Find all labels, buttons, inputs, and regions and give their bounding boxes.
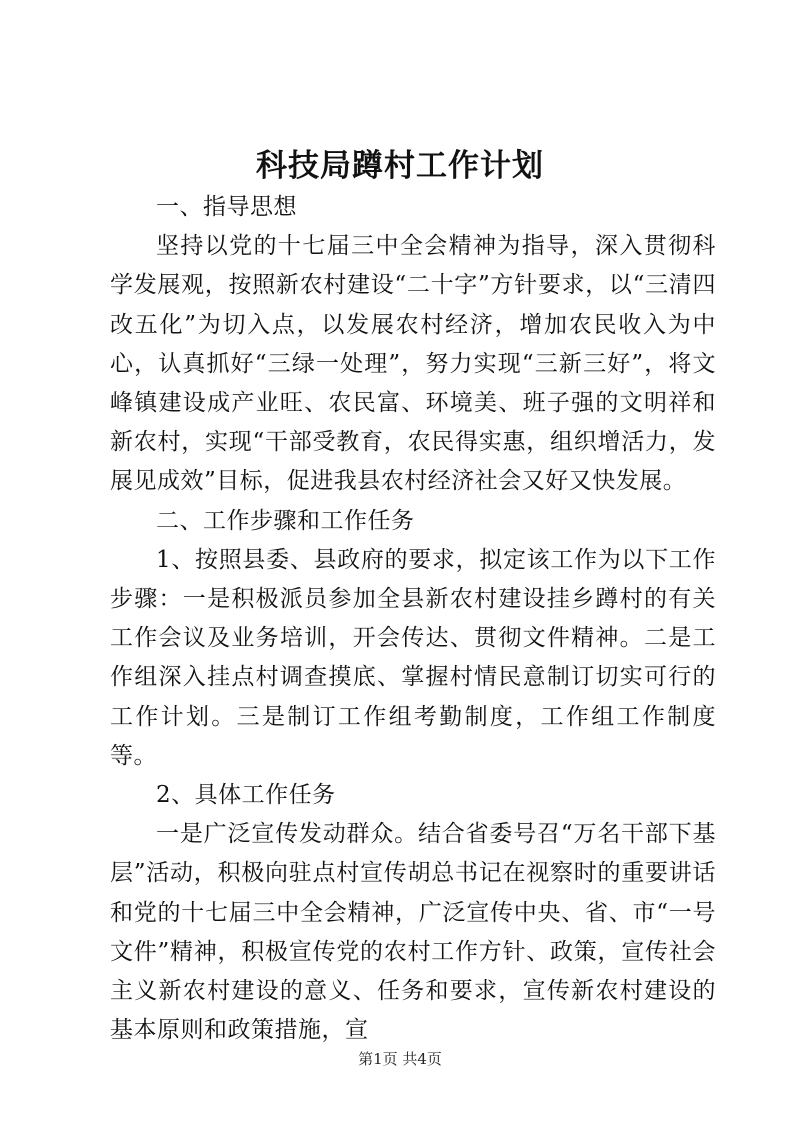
page-footer: 第1页 共4页 — [358, 1050, 442, 1068]
document-title: 科技局蹲村工作计划 — [256, 148, 544, 184]
document-body — [110, 188, 716, 1050]
section-heading: 一、指导思想 — [156, 194, 297, 220]
paragraph: 1、按照县委、县政府的要求，拟定该工作为以下工作步骤：一是积极派员参加全县新农村建设挂乡蹲村的有关工作会议及业务培训，开会传达、贯彻文件精神。二是工作组深入挂点村调查摸底、掌握村情民意制订切实可行的工作计划。三是制订工作组考勤制度，工作组工作制度等。 — [110, 546, 716, 769]
paragraph: 一是广泛宣传发动群众。结合省委号召“万名干部下基层”活动，积极向驻点村宣传胡总书记在视察时的重要讲话和党的十七届三中全会精神，广泛宣传中央、省、市“一号文件”精神，积极宣传党的农村工作方针、政策，宣传社会主义新农村建设的意义、任务和要求，宣传新农村建设的基本原则和政策措施，宣 — [110, 821, 716, 1044]
section-heading: 二、工作步骤和工作任务 — [156, 507, 415, 534]
subsection-heading: 2、具体工作任务 — [156, 782, 336, 809]
paragraph: 坚持以党的十七届三中全会精神为指导，深入贯彻科学发展观，按照新农村建设“二十字”方针要求，以“三清四改五化”为切入点，以发展农村经济，增加农民收入为中心，认真抓好“三绿一处理”，努力实现“三新三好”，将文峰镇建设成产业旺、农民富、环境美、班子强的文明祥和新农村，实现“干部受教育，农民得实惠，组织增活力，发展见成效”目标，促进我县农村经济社会又好又快发展。 — [110, 233, 716, 495]
